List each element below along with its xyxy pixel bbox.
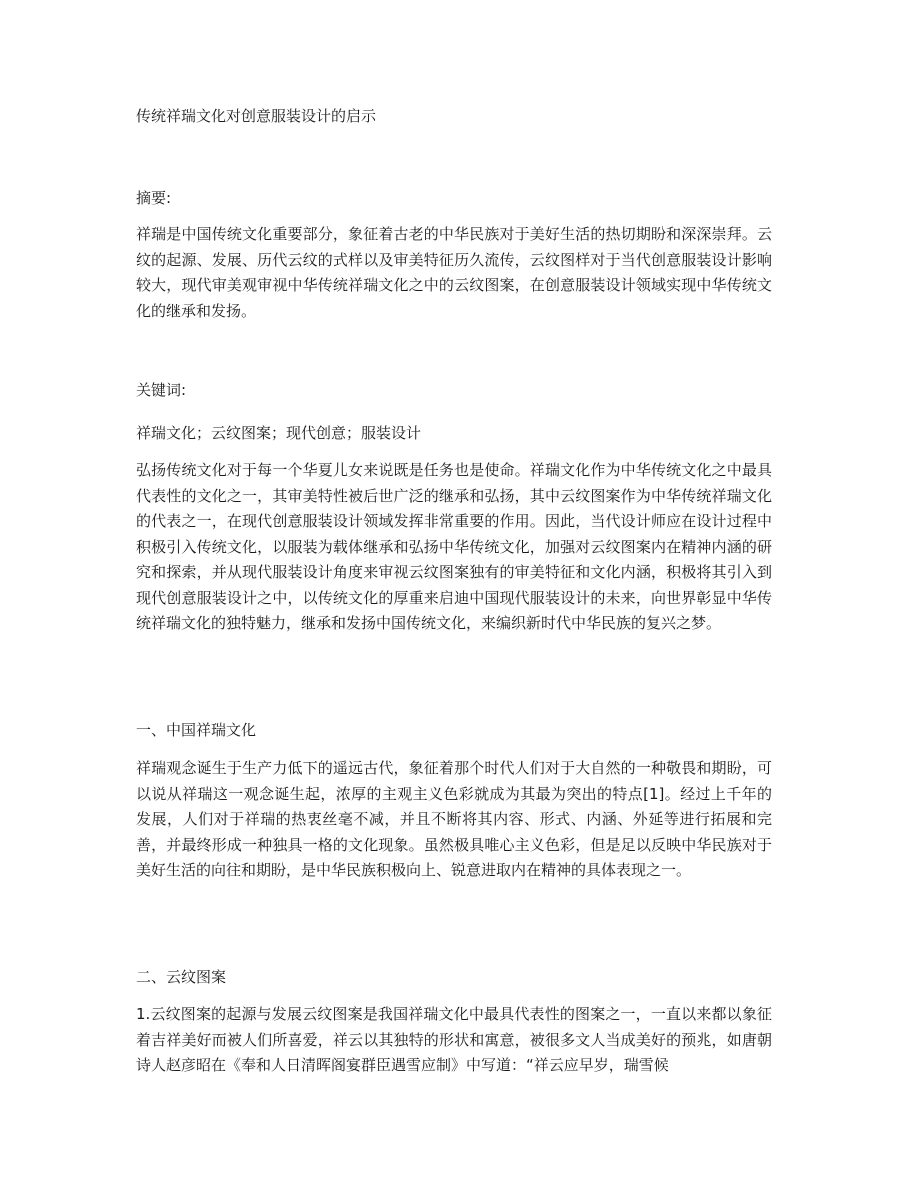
section-heading-1: 一、中国祥瑞文化 [136,721,257,739]
intro-paragraph: 弘扬传统文化对于每一个华夏儿女来说既是任务也是使命。祥瑞文化作为中华传统文化之中最具代表性的文化之一，其审美特性被后世广泛的继承和弘扬，其中云纹图案作为中华传统祥瑞文化的代表之一，在现代创意服装设计领域发挥非常重要的作用。因此，当代设计师应在设计过程中积极引入传统文化，以服装为载体继承和弘扬中华传统文化，加强对云纹图案内在精神内涵的研究和探索，并从现代服装设计角度来审视云纹图案独有的审美特征和文化内涵，积极将其引入到现代创意服装设计之中，以传统文化的厚重来启迪中国现代服装设计的未来，向世界彰显中华传统祥瑞文化的独特魅力，继承和发扬中国传统文化，来编织新时代中华民族的复兴之梦。 [136,461,772,632]
section-heading-2: 二、云纹图案 [136,968,227,986]
keywords-label: 关键词: [136,381,187,399]
section-1-paragraph: 祥瑞观念诞生于生产力低下的遥远古代，象征着那个时代人们对于大自然的一种敬畏和期盼，可以说从祥瑞这一观念诞生起，浓厚的主观主义色彩就成为其最为突出的特点[1]。经过上千年的发展，人们对于祥瑞的热衷丝毫不减，并且不断将其内容、形式、内涵、外延等进行拓展和完善，并最终形成一种独具一格的文化现象。虽然极具唯心主义色彩，但是足以反映中华民族对于美好生活的向往和期盼，是中华民族积极向上、锐意进取内在精神的具体表现之一。 [136,759,772,879]
keywords-list: 祥瑞文化；云纹图案；现代创意；服装设计 [136,424,422,442]
document-title: 传统祥瑞文化对创意服装设计的启示 [136,107,377,125]
section-2-paragraph: 1.云纹图案的起源与发展云纹图案是我国祥瑞文化中最具代表性的图案之一，一直以来都以象征着吉祥美好而被人们所喜爱，祥云以其独特的形状和寓意，被很多文人当成美好的预兆，如唐朝诗人赵彦昭在《奉和人日清晖阁宴群臣遇雪应制》中写道：“祥云应早岁，瑞雪候 [136,1005,772,1074]
abstract-paragraph: 祥瑞是中国传统文化重要部分，象征着古老的中华民族对于美好生活的热切期盼和深深崇拜。云纹的起源、发展、历代云纹的式样以及审美特征历久流传，云纹图样对于当代创意服装设计影响较大，现代审美观审视中华传统祥瑞文化之中的云纹图案，在创意服装设计领域实现中华传统文化的继承和发扬。 [136,225,772,320]
abstract-label: 摘要: [136,189,172,207]
